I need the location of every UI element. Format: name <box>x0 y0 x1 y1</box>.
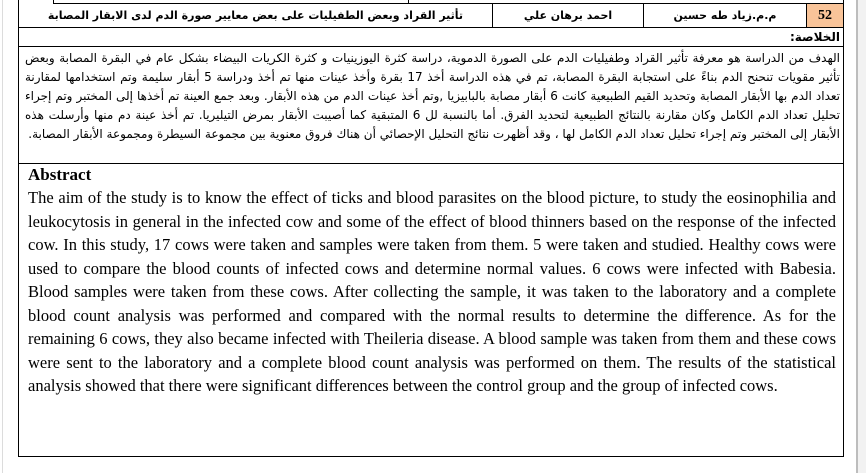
table-right-border <box>843 0 844 457</box>
english-abstract-heading: Abstract <box>28 165 92 184</box>
header-row <box>19 4 843 27</box>
table-left-border <box>18 0 19 457</box>
arabic-abstract-text: الهدف من الدراسة هو معرفة تأثير القراد وطفيليات الدم على الصورة الدموية، دراسة كثرة اليوزينيات و كثرة الكريات البيضاء بشكل عام في البقرة المصابة وبعض تأثير مقويات تنحنح الدم بناءً على استجابة البقرة المصابة، تم في هذه الدراسة أخذ 17 بقرة وأخذ عينات منها تم أخذ ودراسة 5 أبقار سليمة وتم استخدامها لمقارنة تعداد الدم بها الأبقار المصابة وتحديد القيم الطبيعية كانت 6 أبقار مصابة بالبابيزيا ,وتم أخذ عينات الدم من هذه الأبقار. وبعد جمع العينة تم أخذها إلى المختبر وتم إجراء تحليل تعداد الدم الكامل وكان مقارنة بالنتائج الطبيعية لتحديد الفرق. أما بالنسبة لل 6 المتبقية كما أصيبت الأبقار بمرض التيليريا. تم أخذ عينة دم منها وأرسلت هذه الأبقار إلى المختبر وتم إجراء تحليل تعداد الدم الكامل لها ، وقد أظهرت نتائج التحليل الإحصائي أن هناك فروق معنوية بين مجموعة السيطرة ومجموعة الأبقار المصابة. <box>25 51 840 141</box>
arabic-abstract-heading: الخلاصة: <box>789 30 840 44</box>
arabic-heading-row-border <box>18 46 844 47</box>
english-abstract-text: The aim of the study is to know the effect of ticks and blood parasites on the blood picture, to study the eosinophilia and leukocytosis in general in the infected cow and some of the effect of blood thinners based on the response of the infected cow. In this study, 17 cows were taken and samples were taken from them. 5 were taken and studied. Healthy cows were used to compare the blood counts of infected cows and determine normal values. 6 cows were infected with Babesia. Blood samples were taken from these cows. After collecting the sample, it was taken to the laboratory and a complete blood count analysis was performed and compared with the normal results to determine the difference. As for the remaining 6 cows, they also became infected with Theileria disease. A blood sample was taken from them and these cows were sent to the laboratory and a complete blood count analysis was performed on them. The results of the statistical analysis showed that there were significant differences between the control group and the group of infected cows. <box>28 188 836 395</box>
outside-page-strip <box>858 0 866 473</box>
arabic-section-bottom-border <box>18 163 844 164</box>
page-left-edge-line <box>2 0 3 473</box>
page-right-edge-line <box>856 0 858 473</box>
author-name-cell: احمد برهان علي <box>492 4 643 27</box>
previous-row-border-stub <box>53 0 54 3</box>
record-number-cell: 52 <box>806 4 843 27</box>
previous-row-border-stub <box>408 0 409 3</box>
table-bottom-border <box>18 456 844 457</box>
paper-title-cell: تأثير القراد وبعض الطفيليات على بعض معايير صورة الدم لدى الابقار المصابة <box>47 9 464 22</box>
supervisor-name-cell: م.م.زياد طه حسين <box>643 4 806 27</box>
